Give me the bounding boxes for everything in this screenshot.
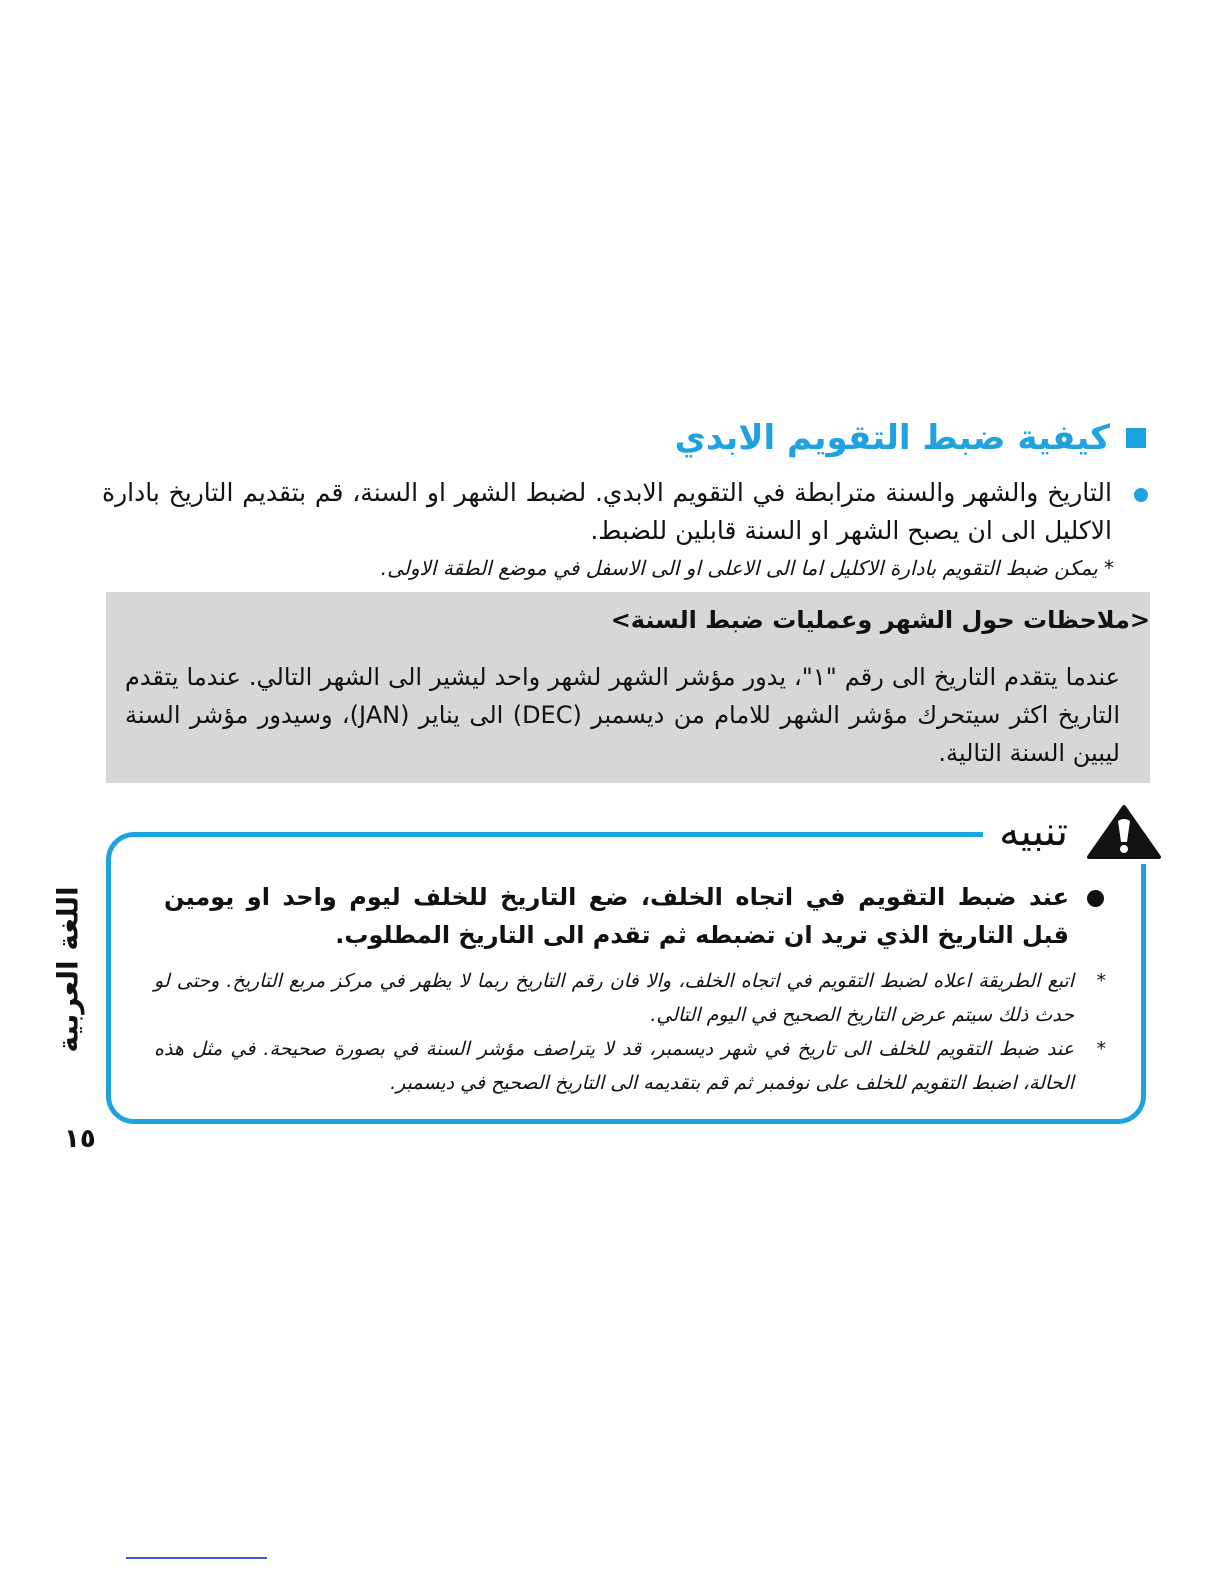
asterisk-icon: *: [1096, 970, 1106, 992]
notes-title: <ملاحظات حول الشهر وعمليات ضبط السنة>: [610, 606, 1150, 634]
intro-paragraph: [102, 474, 1152, 550]
page-number: ١٥: [64, 1124, 96, 1154]
caution-note-text: اتبع الطريقة اعلاه لضبط التقويم في اتجاه الخلف، والا فان رقم التاريخ ربما لا يظهر في مركز مربع التاريخ. وحتى لو حدث ذلك سيتم عرض التاريخ الصحيح في اليوم التالي.: [154, 970, 1074, 1026]
intro-paragraph-text: التاريخ والشهر والسنة مترابطة في التقويم الابدي. لضبط الشهر او السنة، قم بتقديم التاريخ بادارة الاكليل الى ان يصبح الشهر او السنة قابلين للضبط.: [102, 478, 1112, 545]
language-tab: [40, 884, 96, 1054]
caution-bullet-icon: [1087, 890, 1104, 907]
intro-note: * يمكن ضبط التقويم بادارة الاكليل اما الى الاعلى او الى الاسفل في موضع الطقة الاولى.: [380, 556, 1114, 580]
notes-body: عندما يتقدم التاريخ الى رقم "١"، يدور مؤشر الشهر لشهر واحد ليشير الى الشهر التالي. عندما يتقدم التاريخ اكثر سيتحرك مؤشر الشهر للامام من ديسمبر (DEC) الى يناير (JAN)، وسيدور مؤشر السنة ليبين السنة التالية.: [125, 663, 1120, 767]
footer-divider: [126, 1557, 267, 1559]
notes-box: [106, 592, 1150, 783]
caution-header: [983, 800, 1182, 864]
caution-title: تنبيه: [999, 809, 1068, 855]
caution-main-text: عند ضبط التقويم في اتجاه الخلف، ضع التاريخ للخلف ليوم واحد او يومين قبل التاريخ الذي تريد ان تضبطه ثم تقدم الى التاريخ المطلوب.: [164, 883, 1069, 949]
square-bullet-icon: [1126, 428, 1146, 448]
caution-note: [154, 964, 1106, 1032]
caution-note-text: عند ضبط التقويم للخلف الى تاريخ في شهر ديسمبر، قد لا يتراصف مؤشر السنة في بصورة صحيحة. في مثل هذه الحالة، اضبط التقويم للخلف على نوفمبر ثم قم بتقديمه الى التاريخ الصحيح في ديسمبر.: [154, 1038, 1074, 1094]
section-heading: [146, 408, 1146, 468]
section-title: كيفية ضبط التقويم الابدي: [674, 418, 1110, 458]
warning-triangle-icon: [1086, 804, 1162, 860]
asterisk-icon: *: [1096, 1038, 1106, 1060]
caution-note: [154, 1032, 1106, 1100]
language-label: اللغة العربية: [51, 885, 85, 1053]
